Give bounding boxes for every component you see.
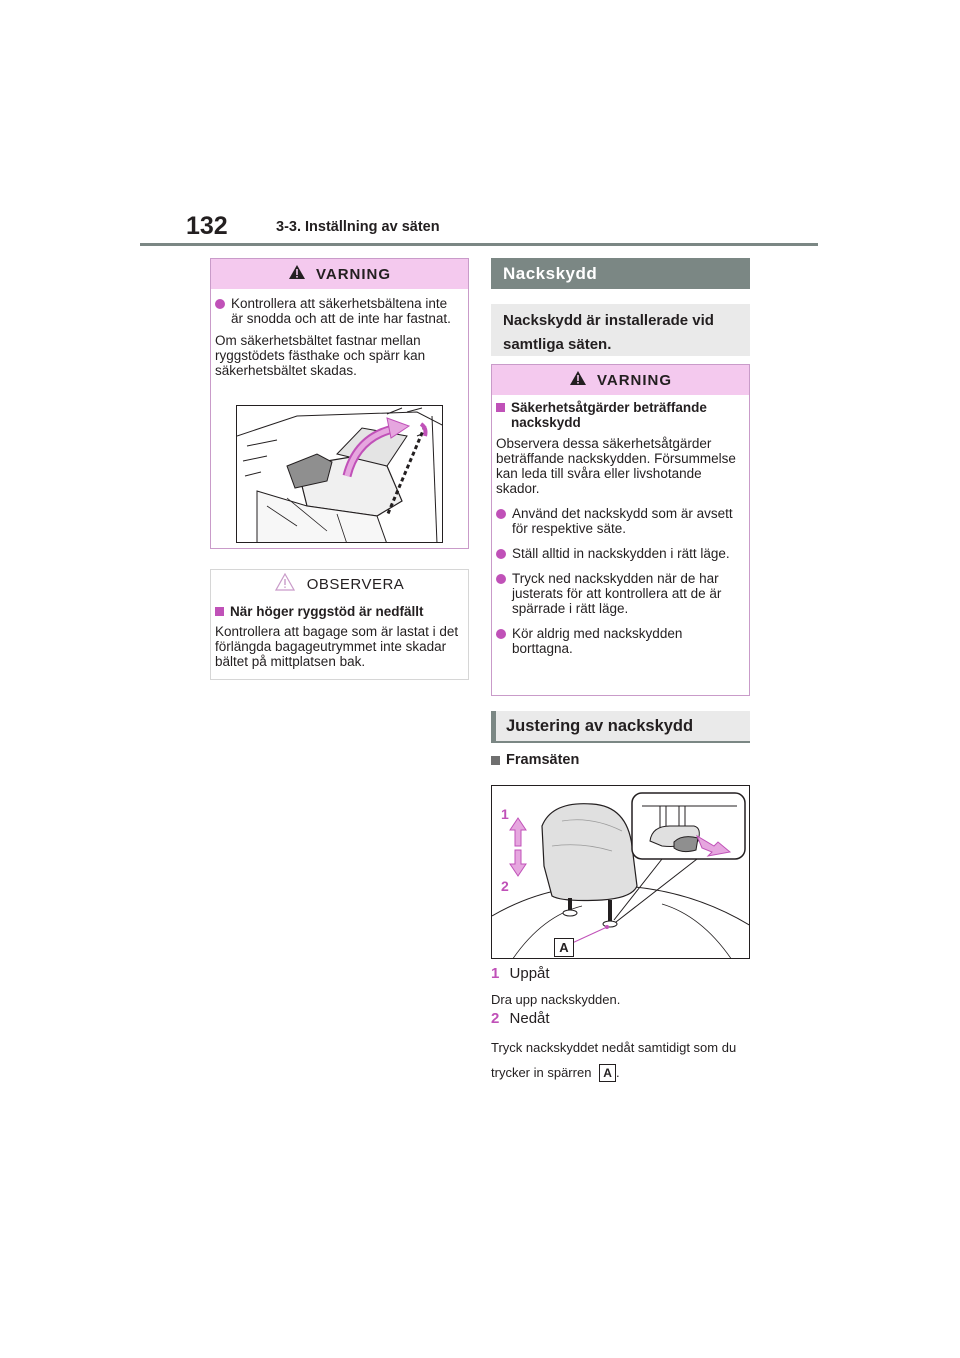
step-1 (491, 965, 750, 1007)
figure-label-2: 2 (501, 878, 509, 894)
notice-paragraph: Kontrollera att bagage som är lastat i det förlängda bagageutrymmet inte skadar bältet på mittplatsen bak. (215, 624, 459, 669)
headrest-figure (491, 785, 750, 959)
warning-bullet-text: Kör aldrig med nackskydden borttagna. (512, 626, 683, 656)
header-rule (140, 243, 818, 246)
warning-bullet (496, 546, 735, 561)
warning-bullet (496, 506, 735, 536)
step-2 (491, 1010, 750, 1085)
figure-label-1: 1 (501, 806, 509, 822)
warning-heading: Säkerhetsåtgärder beträffande nackskydd (511, 400, 707, 430)
notice-title: OBSERVERA (306, 575, 405, 593)
warning-bullet (496, 571, 737, 616)
step-text: Dra upp nackskydden. (491, 992, 621, 1007)
step-title: Uppåt (509, 965, 550, 982)
notice-box (210, 569, 469, 680)
seatbelt-figure (236, 405, 443, 543)
lock-ref-label: A (599, 1064, 616, 1082)
step-text (491, 1035, 750, 1085)
bullet-dot-icon (496, 629, 506, 639)
warning-bullet-text: Tryck ned nackskydden när de har justerats för att kontrollera att de är spärrade i rätt läge. (512, 571, 722, 616)
warning-icon (569, 370, 587, 390)
step-number: 2 (491, 1010, 500, 1027)
warning-header (492, 365, 749, 395)
bullet-dot-icon (496, 549, 506, 559)
warning-box-seatbelt (210, 258, 469, 549)
warning-bullet-text: Kontrollera att säkerhetsbältena inte är snodda och att de inte har fastnat. (231, 296, 451, 326)
notice-header (211, 570, 468, 598)
subsection-heading: Justering av nackskydd (491, 711, 750, 743)
warning-bullet-text: Använd det nackskydd som är avsett för respektive säte. (512, 506, 733, 536)
front-seats-label: Framsäten (506, 752, 580, 768)
info-box: Nackskydd är installerade vid samtliga säten. (491, 304, 750, 356)
step-title: Nedåt (509, 1010, 550, 1027)
step-text-end: . (616, 1065, 620, 1080)
warning-paragraph: Om säkerhetsbältet fastnar mellan ryggstödets fästhake och spärr kan säkerhetsbältet skadas. (215, 333, 426, 378)
bullet-dot-icon (496, 509, 506, 519)
step-text-body: Tryck nackskyddet nedåt samtidigt som du trycker in spärren (491, 1040, 737, 1080)
warning-bullet (215, 296, 460, 326)
notice-heading: När höger ryggstöd är nedfällt (230, 604, 424, 619)
warning-bullet-text: Ställ alltid in nackskydden i rätt läge. (512, 546, 730, 561)
section-title: 3-3. Inställning av säten (276, 219, 440, 235)
warning-bullet (496, 626, 735, 656)
warning-icon (288, 264, 306, 284)
notice-heading-row (215, 604, 460, 619)
bullet-dot-icon (496, 574, 506, 584)
front-seats-heading (491, 753, 579, 768)
warning-heading-row (496, 400, 741, 430)
warning-title: VARNING (315, 265, 392, 283)
warning-paragraph: Observera dessa säkerhetsåtgärder beträffande nackskydden. Försummelse kan leda till svåra eller livshotande skador. (496, 436, 736, 496)
bullet-square-icon (215, 607, 224, 616)
bullet-square-icon (491, 756, 500, 765)
caution-icon (275, 573, 295, 595)
warning-title: VARNING (596, 371, 673, 389)
warning-box-headrest (491, 364, 750, 696)
warning-header (211, 259, 468, 289)
page-number: 132 (186, 212, 228, 240)
figure-label-a: A (554, 938, 574, 957)
section-heading-nackskydd: Nackskydd (491, 258, 750, 289)
bullet-dot-icon (215, 299, 225, 309)
bullet-square-icon (496, 403, 505, 412)
step-number: 1 (491, 965, 500, 982)
